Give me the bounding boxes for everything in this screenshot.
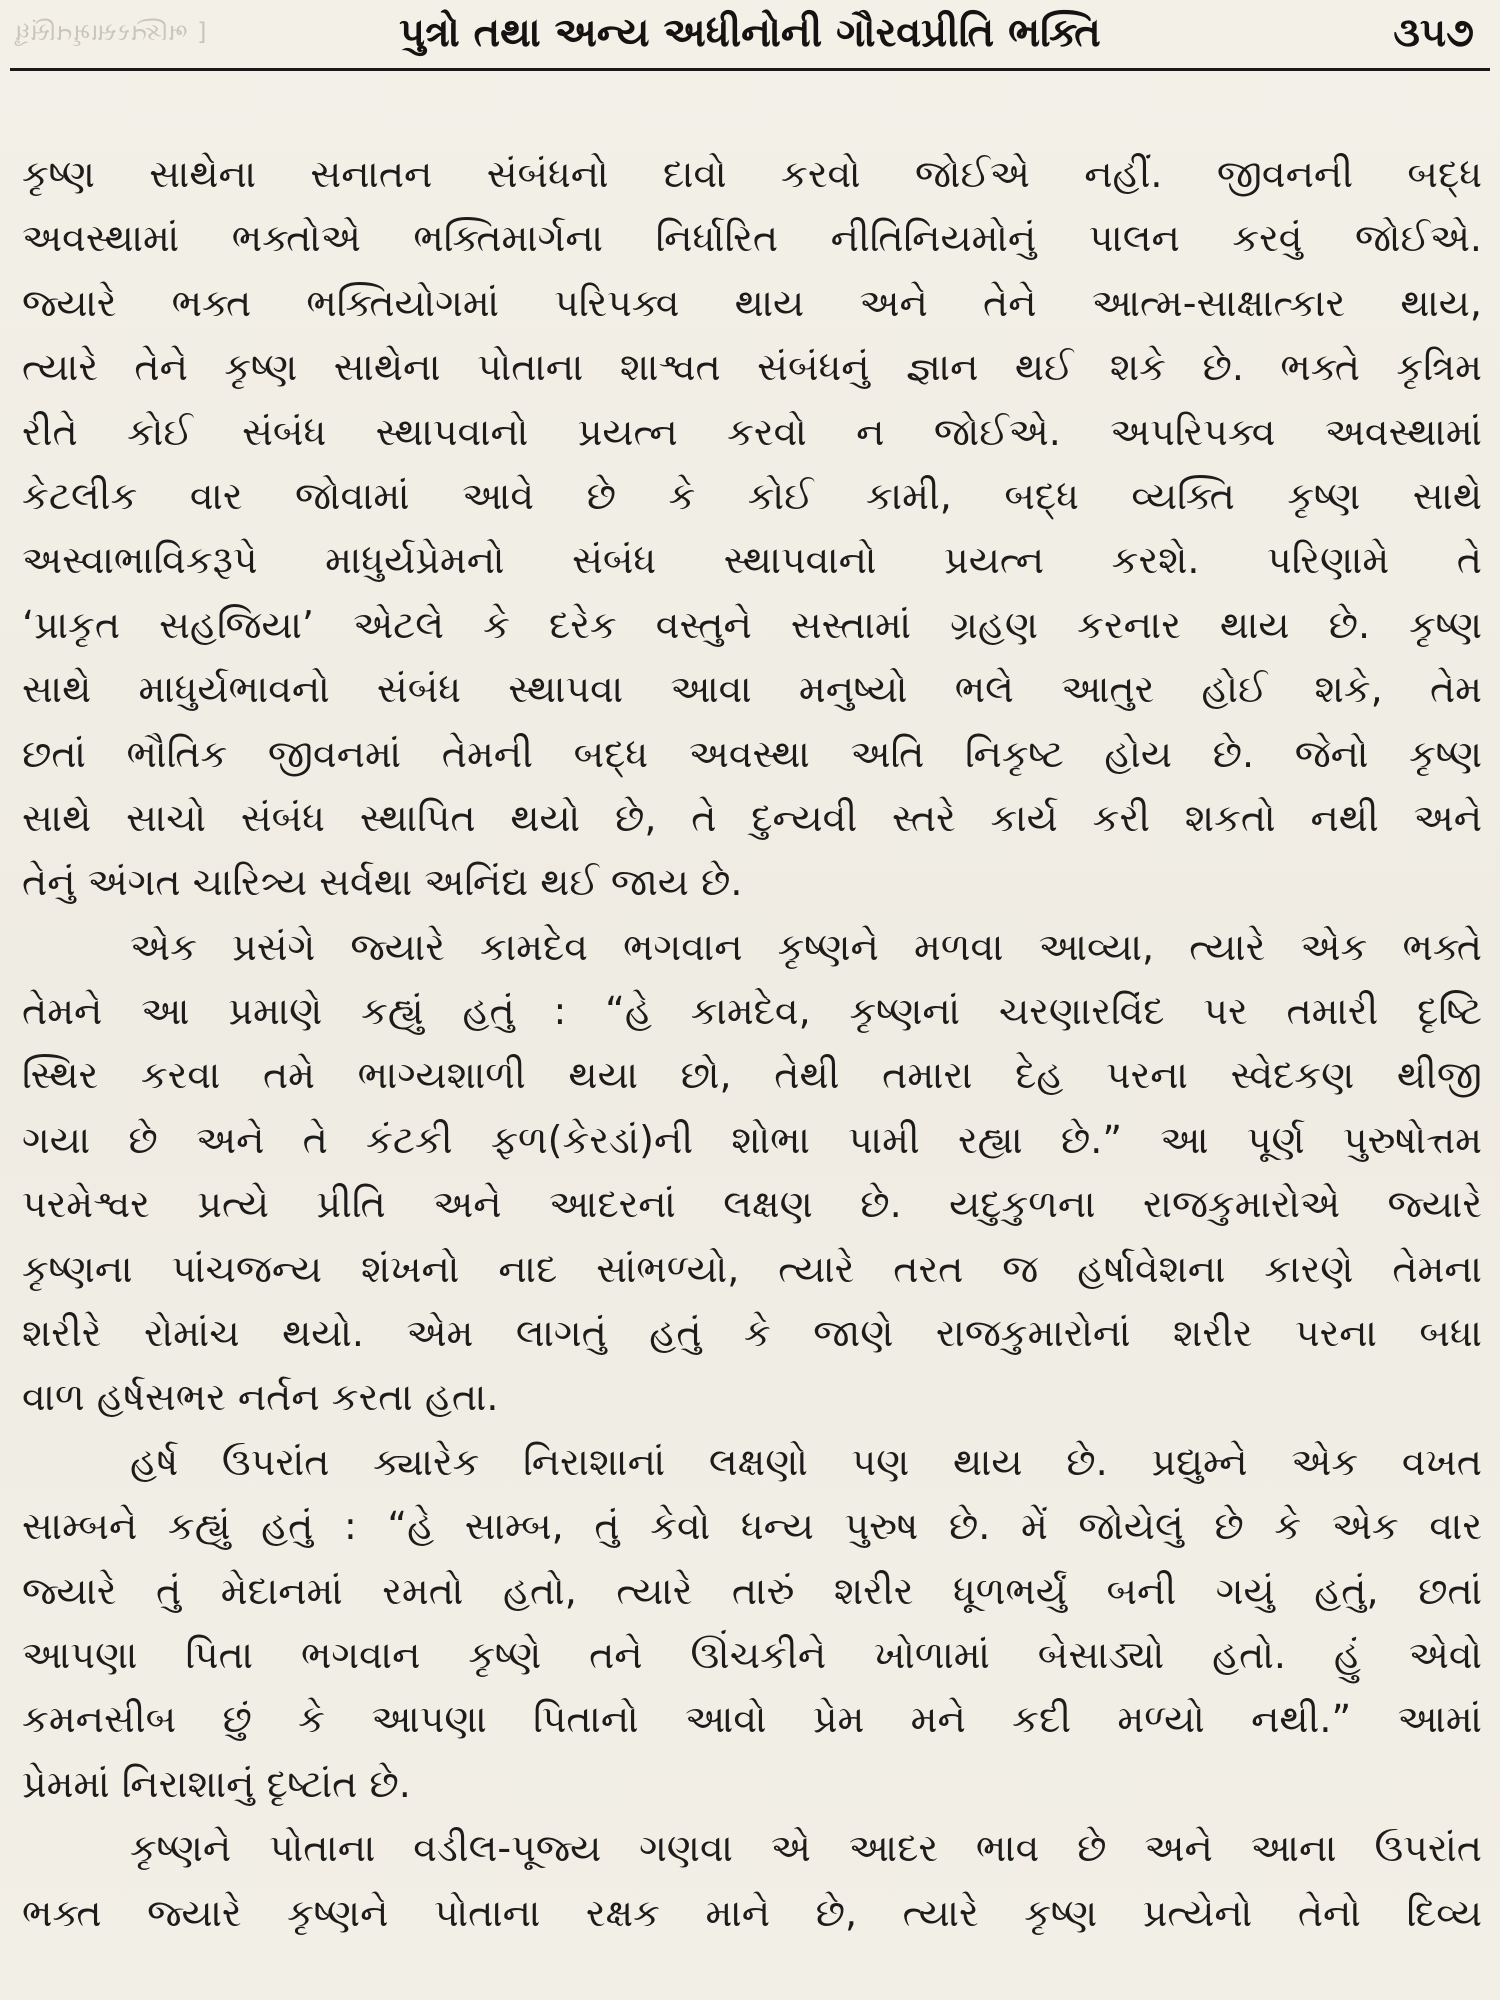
text-line: શરીરે રોમાંચ થયો. એમ લાગતું હતું કે જાણે રાજકુમારોનાં શરીર પરના બધા [22, 1311, 1482, 1356]
text-line: સાથે સાચો સંબંધ સ્થાપિત થયો છે, તે દુન્યવી સ્તરે કાર્ય કરી શકતો નથી અને [22, 795, 1482, 840]
text-line: કૃષ્ણ સાથેના સનાતન સંબંધનો દાવો કરવો જોઈએ નહીં. જીવનની બદ્ધ [22, 152, 1482, 196]
text-line: સામ્બને કહ્યું હતું : “હે સામ્બ, તું કેવો ધન્ય પુરુષ છે. મેં જોયેલું છે કે એક વાર [22, 1504, 1482, 1549]
show-through-text: [ ભક્તિરસામૃતસિંધુ [14, 18, 207, 46]
text-line: સાથે માધુર્યભાવનો સંબંધ સ્થાપવા આવા મનુષ્યો ભલે આતુર હોઈ શકે, તેમ [22, 667, 1482, 712]
text-line: હર્ષ ઉપરાંત ક્યારેક નિરાશાનાં લક્ષણો પણ થાય છે. પ્રદ્યુમ્ને એક વખત [130, 1439, 1482, 1484]
body-text [22, 142, 1482, 1945]
text-line: પ્રેમમાં નિરાશાનું દૃષ્ટાંત છે. [22, 1761, 411, 1806]
text-line: અસ્વાભાવિકરૂપે માધુર્યપ્રેમનો સંબંધ સ્થાપવાનો પ્રયત્ન કરશે. પરિણામે તે [22, 538, 1482, 583]
running-title: પુત્રો તથા અન્ય અધીનોની ગૌરવપ્રીતિ ભક્તિ [399, 10, 1101, 56]
text-line: તેમને આ પ્રમાણે કહ્યું હતું : “હે કામદેવ, કૃષ્ણનાં ચરણારવિંદ પર તમારી દૃષ્ટિ [22, 989, 1482, 1034]
text-line: સ્થિર કરવા તમે ભાગ્યશાળી થયા છો, તેથી તમારા દેહ પરના સ્વેદકણ થીજી [22, 1053, 1482, 1098]
text-line: તેનું અંગત ચારિત્ર્ય સર્વથા અનિંદ્ય થઈ જાય છે. [22, 860, 743, 905]
text-line: આપણા પિતા ભગવાન કૃષ્ણે તને ઊંચકીને ખોળામાં બેસાડ્યો હતો. હું એવો [22, 1632, 1482, 1677]
text-line: રીતે કોઈ સંબંધ સ્થાપવાનો પ્રયત્ન કરવો ન જોઈએ. અપરિપક્વ અવસ્થામાં [22, 409, 1482, 454]
text-line: જ્યારે તું મેદાનમાં રમતો હતો, ત્યારે તારું શરીર ધૂળભર્યું બની ગયું હતું, છતાં [22, 1568, 1482, 1613]
text-line: કમનસીબ છું કે આપણા પિતાનો આવો પ્રેમ મને કદી મળ્યો નથી.” આમાં [22, 1697, 1482, 1742]
header-rule [10, 68, 1490, 71]
text-line: જ્યારે ભક્ત ભક્તિયોગમાં પરિપક્વ થાય અને તેને આત્મ-સાક્ષાત્કાર થાય, [22, 280, 1482, 325]
text-line: કેટલીક વાર જોવામાં આવે છે કે કોઈ કામી, બદ્ધ વ્યક્તિ કૃષ્ણ સાથે [22, 473, 1482, 518]
page-header [0, 0, 1500, 70]
text-line: અવસ્થામાં ભક્તોએ ભક્તિમાર્ગના નિર્ધારિત નીતિનિયમોનું પાલન કરવું જોઈએ. [22, 216, 1482, 261]
text-line: ભક્ત જ્યારે કૃષ્ણને પોતાના રક્ષક માને છે, ત્યારે કૃષ્ણ પ્રત્યેનો તેનો દિવ્ય [22, 1890, 1482, 1935]
text-line: પરમેશ્વર પ્રત્યે પ્રીતિ અને આદરનાં લક્ષણ છે. યદુકુળના રાજકુમારોએ જ્યારે [22, 1182, 1482, 1227]
text-line: કૃષ્ણના પાંચજન્ય શંખનો નાદ સાંભળ્યો, ત્યારે તરત જ હર્ષાવેશના કારણે તેમના [22, 1246, 1482, 1291]
text-line: ગયા છે અને તે કંટકી ફળ(કેરડાં)ની શોભા પામી રહ્યા છે.” આ પૂર્ણ પુરુષોત્તમ [22, 1117, 1482, 1162]
text-line: કૃષ્ણને પોતાના વડીલ-પૂજ્ય ગણવા એ આદર ભાવ છે અને આના ઉપરાંત [130, 1826, 1482, 1871]
text-line: એક પ્રસંગે જ્યારે કામદેવ ભગવાન કૃષ્ણને મળવા આવ્યા, ત્યારે એક ભક્તે [130, 924, 1482, 969]
text-line: ‘પ્રાકૃત સહજિયા’ એટલે કે દરેક વસ્તુને સસ્તામાં ગ્રહણ કરનાર થાય છે. કૃષ્ણ [22, 602, 1482, 647]
text-line: ત્યારે તેને કૃષ્ણ સાથેના પોતાના શાશ્વત સંબંધનું જ્ઞાન થઈ શકે છે. ભક્તે કૃત્રિમ [22, 345, 1482, 390]
text-line: છતાં ભૌતિક જીવનમાં તેમની બદ્ધ અવસ્થા અતિ નિકૃષ્ટ હોય છે. જેનો કૃષ્ણ [22, 731, 1482, 776]
page-number: ૩૫૭ [1393, 10, 1474, 56]
text-line: વાળ હર્ષસભર નર્તન કરતા હતા. [22, 1375, 499, 1420]
